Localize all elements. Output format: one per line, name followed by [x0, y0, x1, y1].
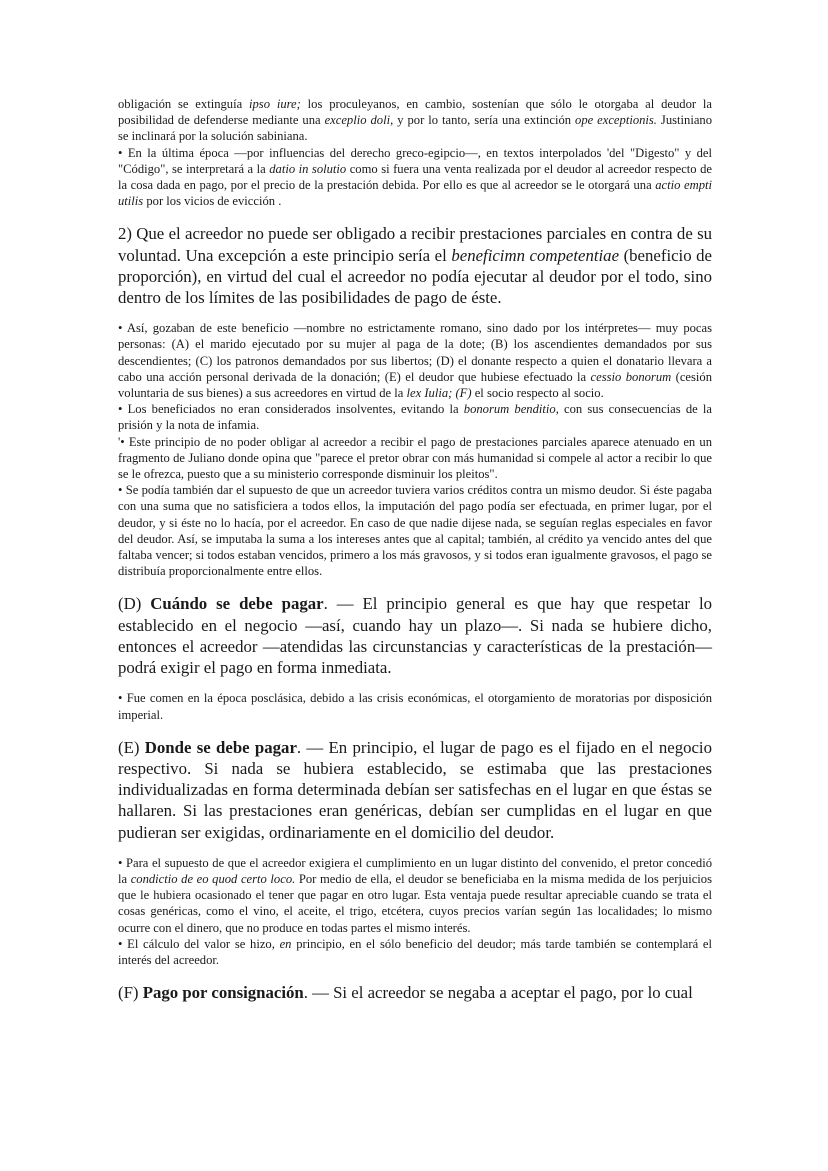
paragraph-section-2: 2) Que el acreedor no puede ser obligado a recibir prestaciones parciales en contra de su voluntad. Una excepción a este principio sería el beneficimn competentiae (beneficio de proporción), en virtud del cual el acreedor no podía ejecutar al deudor por el todo, sino dentro de los límites de las posibilidades de pago de éste.: [118, 224, 713, 308]
paragraph-condictio: • Para el supuesto de que el acreedor exigiera el cumplimiento en un lugar distinto del convenido, el pretor concedió la condictio de eo quod certo loco. Por medio de ella, el deudor se beneficiaba en la misma medida de los perjuicios que le hubiera ocasionado el tener que pagar en otro lugar. Esta ventaja puede resultar apreciable cuando se trata el cosas genéricas, como el vino, el aceite, el trigo, etcétera, cuyos precios varían según 1as localidades; lo mismo ocurre con el dinero, que no produce en todas partes el mismo interés.: [118, 855, 712, 935]
paragraph-ultima-epoca: • En la última época —por influencias del derecho greco-egipcio—, en textos interpolados 'del "Digesto" y del "Código", se interpretará a la datio in solutio como si fuera una venta realizada por el deudor al acreedor respecto de la cosa dada en pago, por el precio de la prestación debida. Por ello es que al acreedor se le otorgará una actio empti utilis por los vicios de evicción .: [118, 145, 712, 209]
paragraph-proculeyanos: obligación se extinguía ipso iure; los proculeyanos, en cambio, sostenían que sólo le otorgaba al deudor la posibilidad de defenderse mediante una exceplio doli, y por lo tanto, sería una extinción ope exceptionis. Justiniano se inclinará por la solución sabiniana.: [118, 97, 713, 144]
section-d-heading: Cuándo se debe pagar: [150, 594, 324, 614]
paragraph-imputacion-pago: • Se podía también dar el supuesto de que un acreedor tuviera varios créditos contra un mismo deudor. Si éste pagaba con una suma que no satisficiera a todos ellos, la imputación del pago podía ser efectuada, en primer lugar, por el deudor, y si éste no lo hacía, por el acreedor. En caso de que nadie dijese nada, se seguían reglas especiales en favor del deudor. Así, se imputaba la suma a los intereses antes que al capital; también, al crédito ya vencido antes del que faltaba vencer; si todos estaban vencidos, primero a los más gravosos, y si todos eran igualmente gravosos, el pago se distribuía proporcionalmente entre ellos.: [118, 483, 712, 579]
paragraph-calculo-valor: • El cálculo del valor se hizo, en principio, en el sólo beneficio del deudor; más tarde también se contemplará el interés del acreedor.: [118, 936, 712, 967]
section-e-donde-pagar: (E) Donde se debe pagar. — En principio, el lugar de pago es el fijado en el negocio respectivo. Si nada se hubiera establecido, se estimaba que las prestaciones individualizadas en forma determinada debían ser satisfechas en el lugar en que éstas se hallaren. Si las prestaciones eran genéricas, debían ser cumplidas en el lugar en que pudieran ser exigidas, ordinariamente en el domicilio del deudor.: [118, 737, 712, 842]
paragraph-moratorias: • Fue comen en la época posclásica, debido a las crisis económicas, el otorgamiento de moratorias por disposición imperial.: [118, 691, 712, 722]
paragraph-beneficiados: • Los beneficiados no eran considerados insolventes, evitando la bonorum benditio, con sus consecuencias de la prisión y la nota de infamia.: [118, 402, 712, 433]
section-f-heading: Pago por consignación: [142, 983, 304, 1003]
section-f-consignacion: (F) Pago por consignación. — Si el acreedor se negaba a aceptar el pago, por lo cual: [118, 983, 693, 1003]
section-d-cuando-pagar: (D) Cuándo se debe pagar. — El principio general es que hay que respetar lo establecido en el negocio —así, cuando hay un plazo—. Si nada se hubiere dicho, entonces el acreedor —atendidas las circunstancias y características de la prestación— podrá exigir el pago en forma inmediata.: [118, 594, 712, 678]
paragraph-juliano: '• Este principio de no poder obligar al acreedor a recibir el pago de prestaciones parciales aparece atenuado en un fragmento de Juliano donde opina que "parece el pretor obrar con más humanidad si compele al actor a recibir lo que se le ofrezca, puesto que a su ministerio corresponde disminuir los pleitos".: [118, 434, 712, 482]
paragraph-beneficio-personas: • Así, gozaban de este beneficio —nombre no estrictamente romano, sino dado por los intérpretes— muy pocas personas: (A) el marido ejecutado por su mujer al paga de la dote; (B) los ascendientes demandados por sus descendientes; (C) los patronos demandados por sus libertos; (D) el donante respecto a quien el donatario llevara a cabo una acción personal derivada de la donación; (E) el deudor que hubiese efectuado la cessio bonorum (cesión voluntaria de sus bienes) a sus acreedores en virtud de la lex Iulia; (F) el socio respecto al socio.: [118, 321, 713, 401]
section-e-heading: Donde se debe pagar: [144, 737, 297, 757]
document-page: [118, 96, 712, 1003]
